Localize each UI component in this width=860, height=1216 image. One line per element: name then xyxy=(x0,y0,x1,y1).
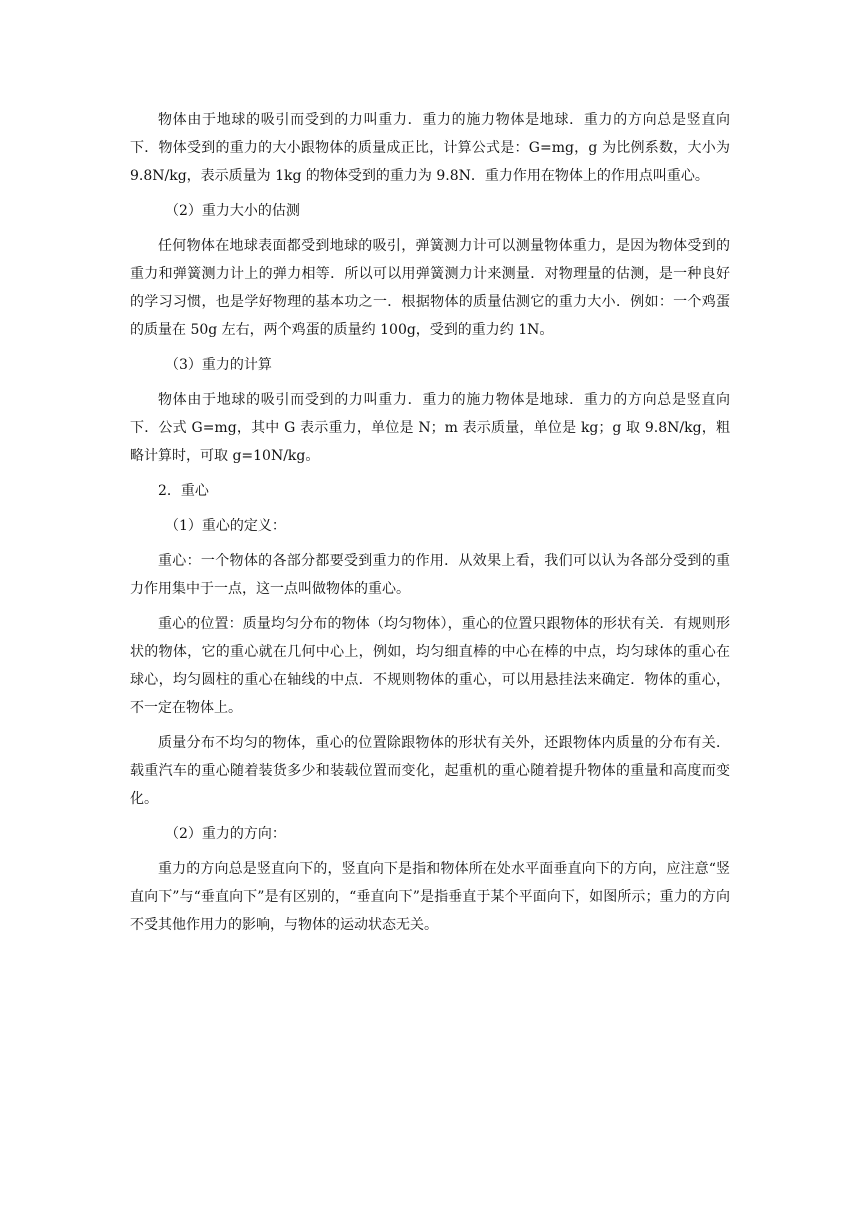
subheading-center-definition: （1）重心的定义： xyxy=(165,518,286,534)
paragraph-gravity-definition: 物体由于地球的吸引而受到的力叫重力．重力的施力物体是地球．重力的方向总是竖直向下．物体受到的重力的大小跟物体的质量成正比，计算公式是：G=mg，g 为比例系数，大小为 9.8N/kg，表示质量为 1kg 的物体受到的重力为 9.8N．重力作用在物体上的作用点叫重心。 xyxy=(130,112,730,184)
paragraph-gravity-calculation: 物体由于地球的吸引而受到的力叫重力．重力的施力物体是地球．重力的方向总是竖直向下．公式 G=mg，其中 G 表示重力，单位是 N；m 表示质量，单位是 kg；g 取 9.8N/kg，粗略计算时，可取 g=10N/kg。 xyxy=(130,392,730,464)
subheading-gravity-calculation: （3）重力的计算 xyxy=(165,357,272,373)
paragraph-gravity-direction: 重力的方向总是竖直向下的，竖直向下是指和物体所在处水平面垂直向下的方向，应注意“竖直向下”与“垂直向下”是有区别的，“垂直向下”是指垂直于某个平面向下，如图所示；重力的方向不受其他作用力的影响，与物体的运动状态无关。 xyxy=(130,861,730,933)
document-body xyxy=(130,106,730,946)
section-heading-center-of-gravity: 2．重心 xyxy=(158,483,209,499)
paragraph-uneven-mass: 质量分布不均匀的物体，重心的位置除跟物体的形状有关外，还跟物体内质量的分布有关．载重汽车的重心随着装货多少和装载位置而变化，起重机的重心随着提升物体的重量和高度而变化。 xyxy=(130,735,730,807)
subheading-gravity-direction: （2）重力的方向： xyxy=(165,826,286,842)
paragraph-gravity-estimation: 任何物体在地球表面都受到地球的吸引，弹簧测力计可以测量物体重力，是因为物体受到的重力和弹簧测力计上的弹力相等．所以可以用弹簧测力计来测量．对物理量的估测，是一种良好的学习习惯，也是学好物理的基本功之一．根据物体的质量估测它的重力大小．例如：一个鸡蛋的质量在 50g 左右，两个鸡蛋的质量约 100g，受到的重力约 1N。 xyxy=(130,238,730,338)
paragraph-center-definition: 重心：一个物体的各部分都要受到重力的作用．从效果上看，我们可以认为各部分受到的重力作用集中于一点，这一点叫做物体的重心。 xyxy=(130,553,730,597)
paragraph-center-position: 重心的位置：质量均匀分布的物体（均匀物体），重心的位置只跟物体的形状有关．有规则形状的物体，它的重心就在几何中心上，例如，均匀细直棒的中心在棒的中点，均匀球体的重心在球心，均匀圆柱的重心在轴线的中点．不规则物体的重心，可以用悬挂法来确定．物体的重心，不一定在物体上。 xyxy=(130,616,730,716)
subheading-gravity-estimation: （2）重力大小的估测 xyxy=(165,203,300,219)
